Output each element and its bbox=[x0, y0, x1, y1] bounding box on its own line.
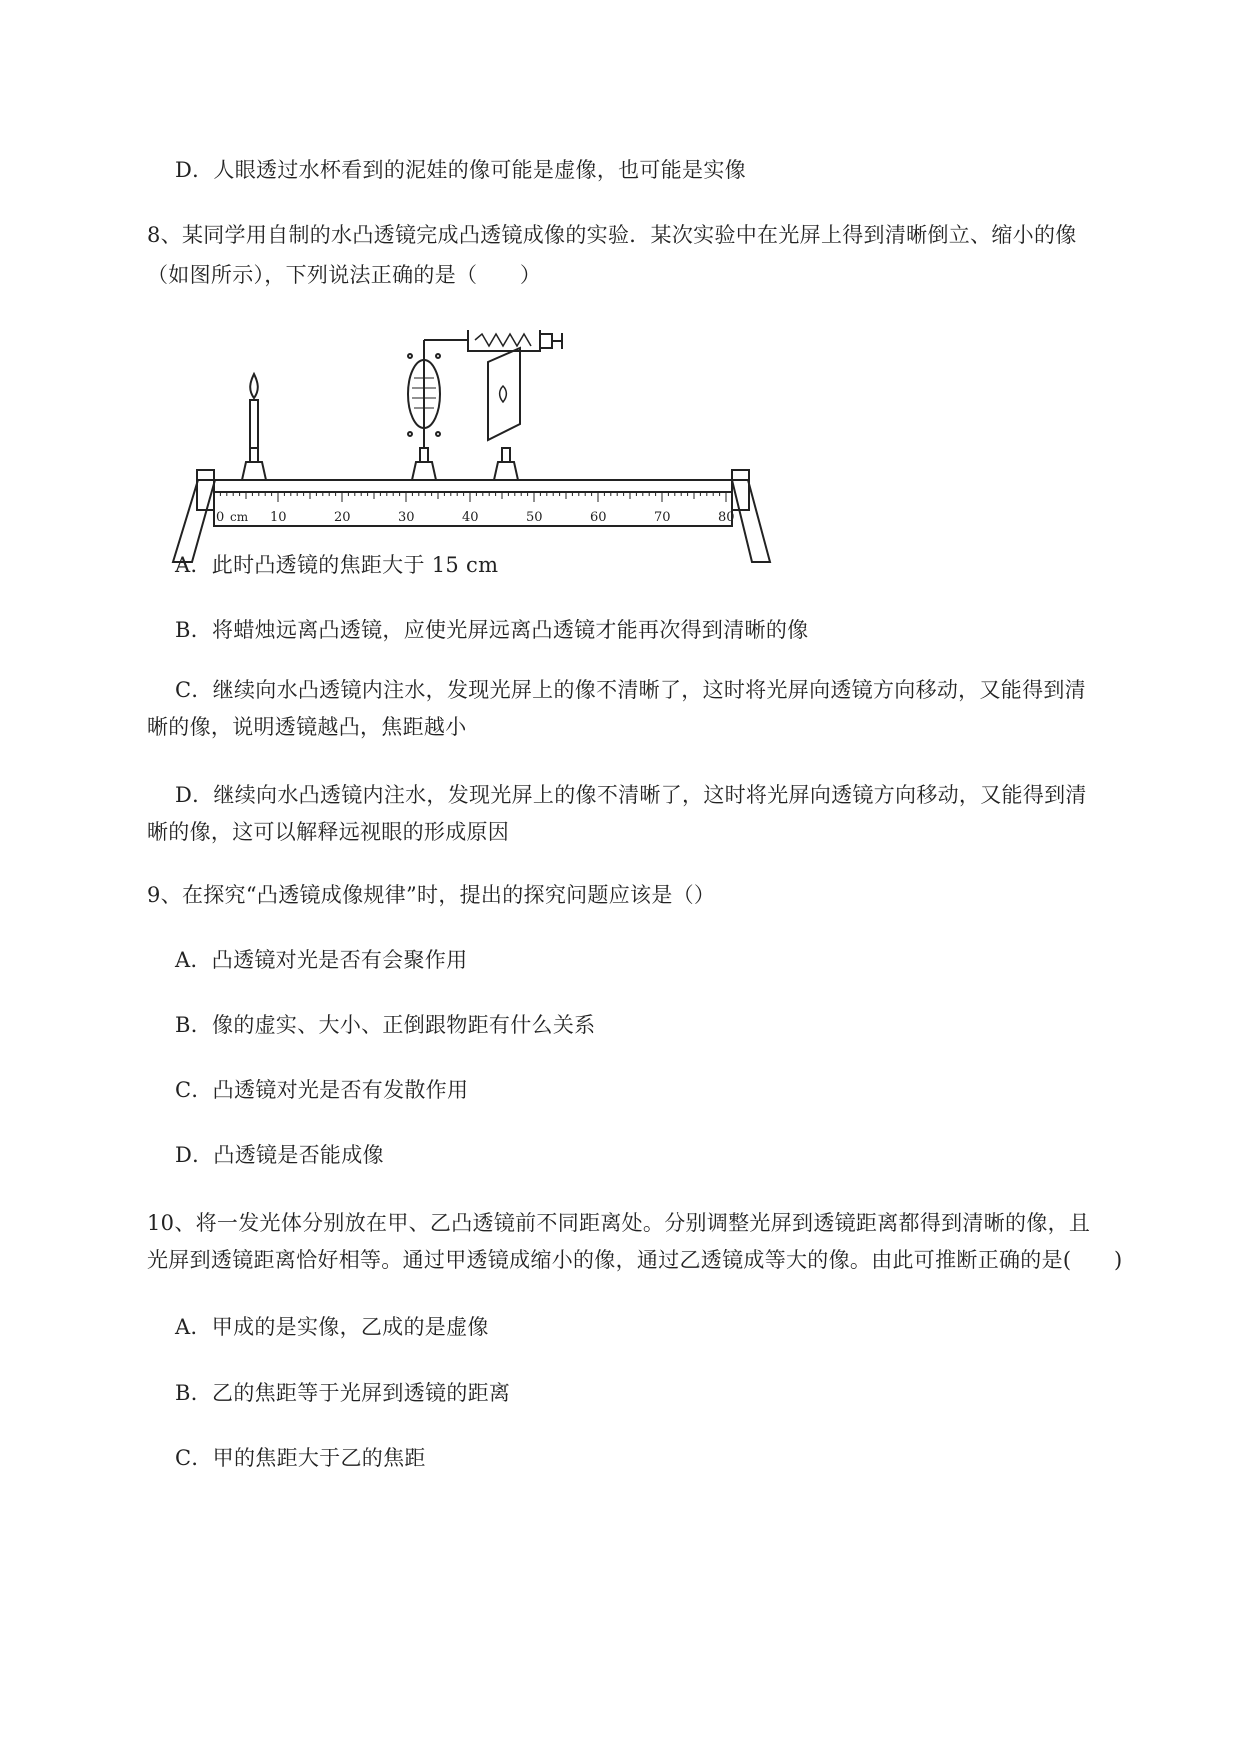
syringe-plunger bbox=[540, 334, 552, 348]
optical-bench-figure bbox=[170, 330, 780, 570]
ruler-tick-label: 20 bbox=[334, 510, 351, 525]
ruler-tick-label: 70 bbox=[654, 510, 671, 525]
q8-option-c-line2: 晰的像，说明透镜越凸，焦距越小 bbox=[147, 715, 467, 739]
q8-option-d-line1: D．继续向水凸透镜内注水，发现光屏上的像不清晰了，这时将光屏向透镜方向移动，又能得到清 bbox=[175, 783, 1087, 807]
ruler-tick-label: 30 bbox=[398, 510, 415, 525]
q8-option-c-line1: C．继续向水凸透镜内注水，发现光屏上的像不清晰了，这时将光屏向透镜方向移动，又能得到清 bbox=[175, 678, 1086, 702]
q8-option-b: B．将蜡烛远离凸透镜，应使光屏远离凸透镜才能再次得到清晰的像 bbox=[175, 618, 809, 642]
q8-stem-line1: 8、某同学用自制的水凸透镜完成凸透镜成像的实验．某次实验中在光屏上得到清晰倒立、缩小的像 bbox=[147, 223, 1077, 247]
q9-option-b: B．像的虚实、大小、正倒跟物距有什么关系 bbox=[175, 1013, 596, 1037]
ruler-tick-label: 40 bbox=[462, 510, 479, 525]
candle-assembly bbox=[242, 374, 266, 480]
q9-option-d: D．凸透镜是否能成像 bbox=[175, 1143, 384, 1167]
right-leg bbox=[732, 480, 770, 562]
q7-option-d: D．人眼透过水杯看到的泥娃的像可能是虚像，也可能是实像 bbox=[175, 158, 746, 182]
q10-option-b: B．乙的焦距等于光屏到透镜的距离 bbox=[175, 1381, 511, 1405]
q9-option-a: A．凸透镜对光是否有会聚作用 bbox=[175, 948, 468, 972]
ruler-tick-label: 60 bbox=[590, 510, 607, 525]
q10-option-c: C．甲的焦距大于乙的焦距 bbox=[175, 1446, 426, 1470]
ruler-tick-label: 50 bbox=[526, 510, 543, 525]
q8-stem-line2: （如图所示），下列说法正确的是（ ） bbox=[147, 263, 542, 287]
q10-stem-line1: 10、将一发光体分别放在甲、乙凸透镜前不同距离处。分别调整光屏到透镜距离都得到清晰的像，且 bbox=[147, 1211, 1091, 1235]
candle-flame bbox=[250, 374, 258, 398]
ruler-unit: cm bbox=[230, 510, 249, 524]
ruler-tick-label: 10 bbox=[270, 510, 287, 525]
q9-option-c: C．凸透镜对光是否有发散作用 bbox=[175, 1078, 469, 1102]
ruler-tick-label: 80 bbox=[718, 510, 735, 525]
q10-option-a: A．甲成的是实像，乙成的是虚像 bbox=[175, 1315, 489, 1339]
q10-stem-line2: 光屏到透镜距离恰好相等。通过甲透镜成缩小的像，通过乙透镜成等大的像。由此可推断正确的是( ) bbox=[147, 1248, 1123, 1272]
screen-image bbox=[500, 386, 507, 402]
syringe-barrel bbox=[468, 330, 540, 351]
water-lens-assembly bbox=[408, 330, 562, 480]
q8-option-d-line2: 晰的像，这可以解释远视眼的形成原因 bbox=[147, 820, 510, 844]
bench-rail bbox=[214, 480, 732, 492]
ruler-ticks bbox=[214, 492, 726, 502]
q9-stem: 9、在探究“凸透镜成像规律”时，提出的探究问题应该是（） bbox=[147, 883, 716, 907]
light-screen bbox=[488, 348, 520, 440]
q8-option-a: A．此时凸透镜的焦距大于 15 cm bbox=[175, 553, 499, 577]
ruler-tick-label: 0 bbox=[216, 510, 225, 525]
ruler-tick-labels bbox=[216, 510, 735, 525]
light-screen-assembly bbox=[488, 348, 520, 480]
